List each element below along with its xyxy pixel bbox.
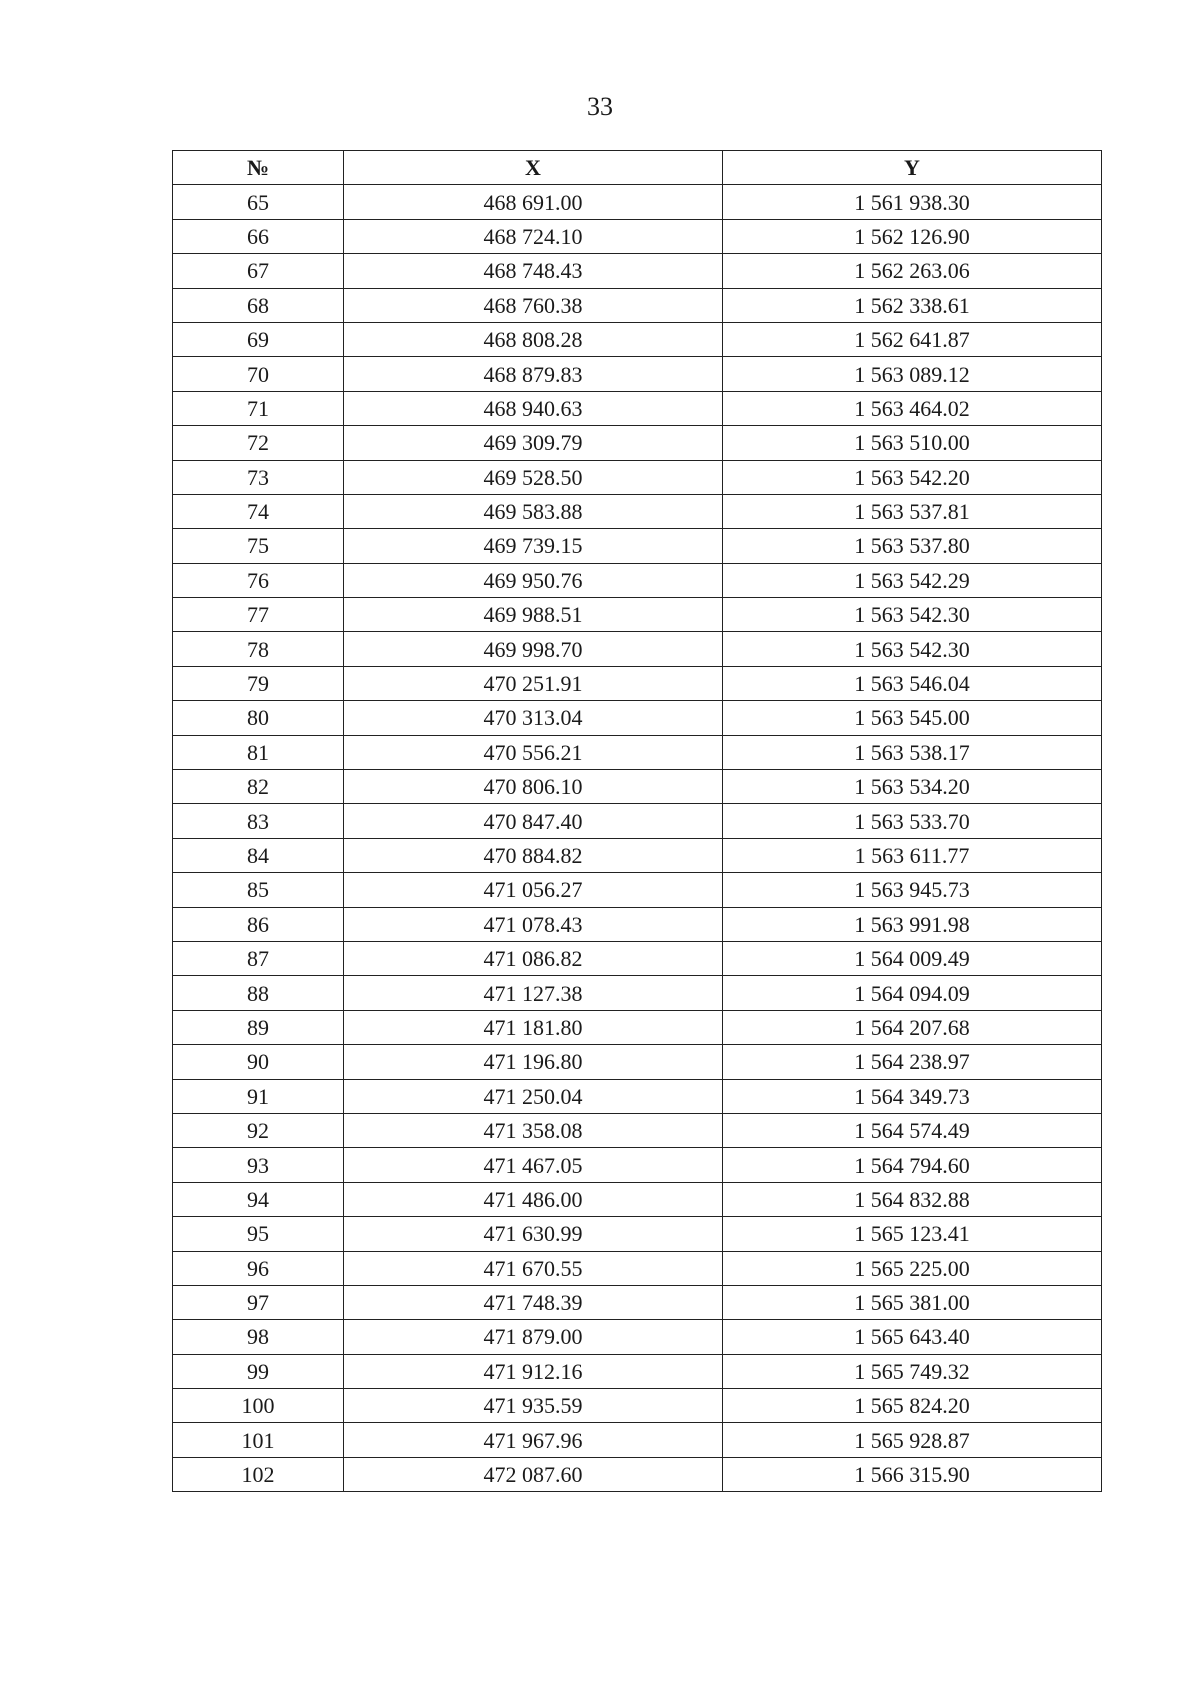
- cell-y: 1 563 542.30: [723, 632, 1102, 666]
- cell-number: 89: [173, 1010, 344, 1044]
- cell-number: 96: [173, 1251, 344, 1285]
- cell-number: 88: [173, 976, 344, 1010]
- table-row: [173, 1217, 1102, 1251]
- table-row: [173, 357, 1102, 391]
- table-row: [173, 1045, 1102, 1079]
- table-row: [173, 804, 1102, 838]
- cell-y: 1 564 009.49: [723, 941, 1102, 975]
- cell-y: 1 563 611.77: [723, 838, 1102, 872]
- table-row: [173, 873, 1102, 907]
- cell-number: 65: [173, 185, 344, 219]
- cell-number: 71: [173, 391, 344, 425]
- cell-x: 471 670.55: [344, 1251, 723, 1285]
- cell-number: 78: [173, 632, 344, 666]
- table-row: [173, 1354, 1102, 1388]
- cell-x: 471 935.59: [344, 1389, 723, 1423]
- cell-x: 468 724.10: [344, 219, 723, 253]
- cell-x: 469 309.79: [344, 426, 723, 460]
- cell-x: 471 181.80: [344, 1010, 723, 1044]
- cell-y: 1 564 238.97: [723, 1045, 1102, 1079]
- table-row: [173, 254, 1102, 288]
- header-y: Y: [723, 151, 1102, 185]
- cell-y: 1 563 542.30: [723, 598, 1102, 632]
- cell-number: 84: [173, 838, 344, 872]
- cell-y: 1 563 537.80: [723, 529, 1102, 563]
- cell-x: 470 556.21: [344, 735, 723, 769]
- cell-number: 87: [173, 941, 344, 975]
- cell-x: 470 884.82: [344, 838, 723, 872]
- table-row: [173, 838, 1102, 872]
- cell-number: 70: [173, 357, 344, 391]
- cell-x: 468 808.28: [344, 322, 723, 356]
- cell-number: 91: [173, 1079, 344, 1113]
- table-row: [173, 1182, 1102, 1216]
- cell-number: 74: [173, 494, 344, 528]
- table-row: [173, 666, 1102, 700]
- cell-number: 75: [173, 529, 344, 563]
- cell-x: 471 086.82: [344, 941, 723, 975]
- coordinates-table: [172, 150, 1102, 1492]
- table-row: [173, 770, 1102, 804]
- cell-y: 1 564 094.09: [723, 976, 1102, 1010]
- table-row: [173, 976, 1102, 1010]
- cell-x: 468 879.83: [344, 357, 723, 391]
- cell-y: 1 562 126.90: [723, 219, 1102, 253]
- cell-y: 1 565 749.32: [723, 1354, 1102, 1388]
- cell-y: 1 563 089.12: [723, 357, 1102, 391]
- cell-y: 1 565 381.00: [723, 1285, 1102, 1319]
- table-row: [173, 598, 1102, 632]
- cell-y: 1 565 824.20: [723, 1389, 1102, 1423]
- cell-y: 1 563 534.20: [723, 770, 1102, 804]
- cell-x: 471 879.00: [344, 1320, 723, 1354]
- cell-number: 73: [173, 460, 344, 494]
- table-row: [173, 1113, 1102, 1147]
- table-row: [173, 701, 1102, 735]
- cell-y: 1 565 928.87: [723, 1423, 1102, 1457]
- table-row: [173, 941, 1102, 975]
- cell-x: 472 087.60: [344, 1457, 723, 1491]
- header-x: X: [344, 151, 723, 185]
- cell-x: 468 940.63: [344, 391, 723, 425]
- cell-number: 72: [173, 426, 344, 460]
- table-header-row: [173, 151, 1102, 185]
- cell-x: 468 748.43: [344, 254, 723, 288]
- cell-number: 97: [173, 1285, 344, 1319]
- cell-x: 471 912.16: [344, 1354, 723, 1388]
- table-row: [173, 1010, 1102, 1044]
- cell-x: 468 760.38: [344, 288, 723, 322]
- cell-x: 471 056.27: [344, 873, 723, 907]
- cell-x: 471 467.05: [344, 1148, 723, 1182]
- cell-y: 1 564 349.73: [723, 1079, 1102, 1113]
- cell-x: 469 739.15: [344, 529, 723, 563]
- cell-y: 1 565 643.40: [723, 1320, 1102, 1354]
- cell-number: 93: [173, 1148, 344, 1182]
- cell-number: 85: [173, 873, 344, 907]
- cell-y: 1 563 533.70: [723, 804, 1102, 838]
- cell-y: 1 562 641.87: [723, 322, 1102, 356]
- cell-x: 471 127.38: [344, 976, 723, 1010]
- cell-number: 68: [173, 288, 344, 322]
- cell-x: 469 988.51: [344, 598, 723, 632]
- cell-number: 102: [173, 1457, 344, 1491]
- cell-x: 470 847.40: [344, 804, 723, 838]
- cell-x: 471 250.04: [344, 1079, 723, 1113]
- table-row: [173, 1148, 1102, 1182]
- cell-x: 469 583.88: [344, 494, 723, 528]
- cell-number: 66: [173, 219, 344, 253]
- table-row: [173, 1285, 1102, 1319]
- cell-x: 471 748.39: [344, 1285, 723, 1319]
- cell-number: 83: [173, 804, 344, 838]
- table-row: [173, 391, 1102, 425]
- table-row: [173, 322, 1102, 356]
- table-row: [173, 219, 1102, 253]
- cell-y: 1 565 225.00: [723, 1251, 1102, 1285]
- cell-y: 1 562 263.06: [723, 254, 1102, 288]
- cell-x: 470 251.91: [344, 666, 723, 700]
- cell-number: 90: [173, 1045, 344, 1079]
- header-number: №: [173, 151, 344, 185]
- table-row: [173, 494, 1102, 528]
- cell-x: 471 486.00: [344, 1182, 723, 1216]
- cell-y: 1 564 832.88: [723, 1182, 1102, 1216]
- cell-y: 1 563 546.04: [723, 666, 1102, 700]
- cell-x: 471 967.96: [344, 1423, 723, 1457]
- table-row: [173, 288, 1102, 322]
- cell-y: 1 565 123.41: [723, 1217, 1102, 1251]
- cell-x: 470 313.04: [344, 701, 723, 735]
- cell-y: 1 563 464.02: [723, 391, 1102, 425]
- table-row: [173, 1079, 1102, 1113]
- cell-y: 1 566 315.90: [723, 1457, 1102, 1491]
- cell-y: 1 563 510.00: [723, 426, 1102, 460]
- table-row: [173, 460, 1102, 494]
- cell-y: 1 564 794.60: [723, 1148, 1102, 1182]
- table-row: [173, 1251, 1102, 1285]
- cell-x: 469 528.50: [344, 460, 723, 494]
- cell-number: 101: [173, 1423, 344, 1457]
- cell-x: 471 358.08: [344, 1113, 723, 1147]
- cell-y: 1 561 938.30: [723, 185, 1102, 219]
- cell-y: 1 563 537.81: [723, 494, 1102, 528]
- cell-number: 69: [173, 322, 344, 356]
- cell-y: 1 563 991.98: [723, 907, 1102, 941]
- cell-number: 92: [173, 1113, 344, 1147]
- cell-y: 1 563 545.00: [723, 701, 1102, 735]
- cell-x: 469 950.76: [344, 563, 723, 597]
- table-row: [173, 426, 1102, 460]
- table-row: [173, 529, 1102, 563]
- cell-number: 81: [173, 735, 344, 769]
- table-row: [173, 185, 1102, 219]
- table-row: [173, 735, 1102, 769]
- table-row: [173, 1423, 1102, 1457]
- table-row: [173, 1389, 1102, 1423]
- table-body: [173, 185, 1102, 1492]
- cell-y: 1 562 338.61: [723, 288, 1102, 322]
- cell-number: 82: [173, 770, 344, 804]
- cell-x: 468 691.00: [344, 185, 723, 219]
- cell-number: 67: [173, 254, 344, 288]
- cell-number: 100: [173, 1389, 344, 1423]
- cell-y: 1 564 207.68: [723, 1010, 1102, 1044]
- cell-number: 99: [173, 1354, 344, 1388]
- cell-number: 80: [173, 701, 344, 735]
- cell-x: 471 196.80: [344, 1045, 723, 1079]
- table-row: [173, 563, 1102, 597]
- cell-y: 1 563 945.73: [723, 873, 1102, 907]
- cell-x: 471 078.43: [344, 907, 723, 941]
- cell-number: 95: [173, 1217, 344, 1251]
- cell-y: 1 563 542.20: [723, 460, 1102, 494]
- cell-x: 469 998.70: [344, 632, 723, 666]
- table-row: [173, 1320, 1102, 1354]
- cell-number: 94: [173, 1182, 344, 1216]
- cell-y: 1 563 542.29: [723, 563, 1102, 597]
- cell-y: 1 563 538.17: [723, 735, 1102, 769]
- table-row: [173, 632, 1102, 666]
- cell-number: 98: [173, 1320, 344, 1354]
- page-number: 33: [587, 92, 613, 121]
- cell-x: 471 630.99: [344, 1217, 723, 1251]
- cell-number: 77: [173, 598, 344, 632]
- cell-number: 79: [173, 666, 344, 700]
- table-row: [173, 1457, 1102, 1491]
- cell-x: 470 806.10: [344, 770, 723, 804]
- cell-number: 86: [173, 907, 344, 941]
- table-row: [173, 907, 1102, 941]
- cell-number: 76: [173, 563, 344, 597]
- cell-y: 1 564 574.49: [723, 1113, 1102, 1147]
